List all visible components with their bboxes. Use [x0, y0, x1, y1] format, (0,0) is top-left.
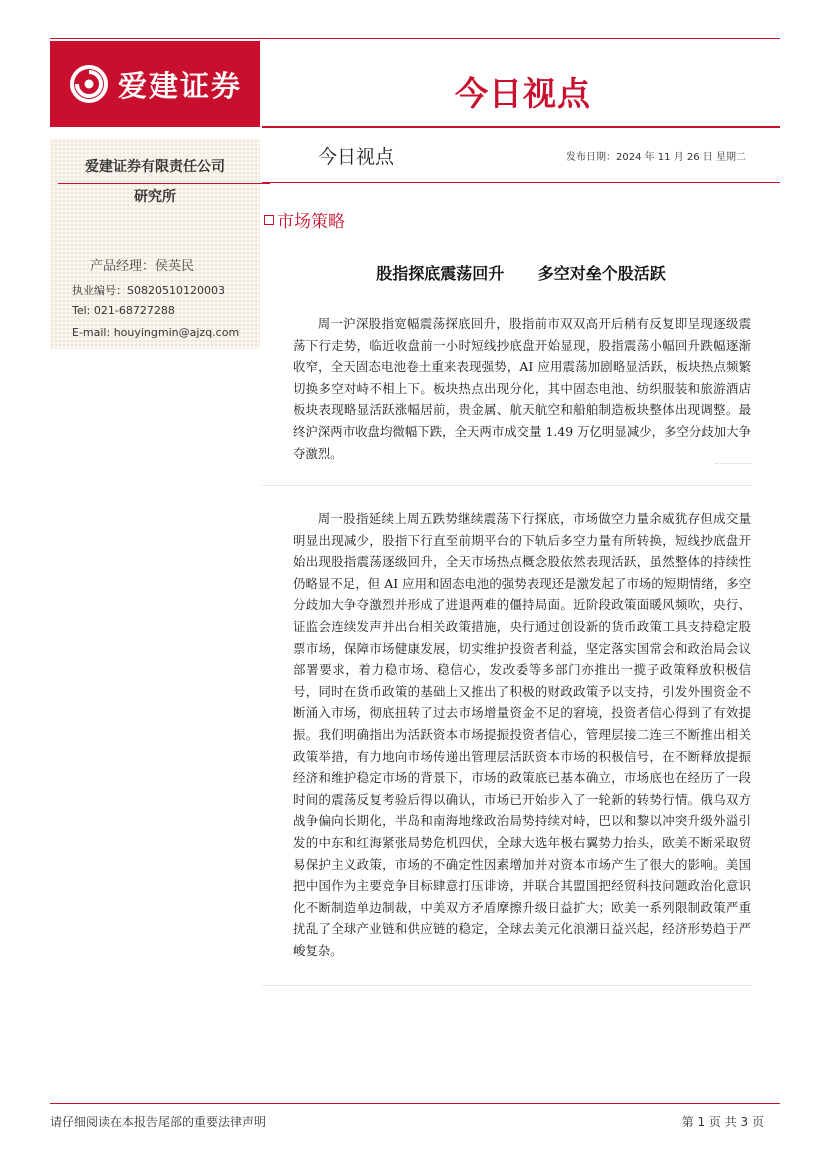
company-name: 爱建证券有限责任公司 [85, 159, 225, 175]
page-number: 第 1 页 共 3 页 [681, 1115, 764, 1129]
logo-text: 爱建证券 [117, 68, 242, 103]
legal-disclaimer: 请仔细阅读在本报告尾部的重要法律声明 [50, 1115, 267, 1129]
footer-rule [50, 1103, 780, 1104]
dotted-divider [262, 985, 751, 986]
article-paragraph: 周一股指延续上周五跌势继续震荡下行探底，市场做空力量余威犹存但成交量明显出现减少，股指下行直至前期平台的下轨后多空力量有所转换，短线抄底盘开始出现股指震荡逐级回升，全天市场热点概念股依然表现活跃，虽然整体的持续性仍略显不足，但 AI 应用和固态电池的强势表现还是激发起了市场的短期情绪，多空分歧加大争夺激烈并形成了进退两难的僵持局面。近阶段政策面暖风频吹，央行、证监会连续发声并出台相关政策措施，央行通过创设新的货币政策工具支持稳定股票市场，保障市场健康发展，切实维护投资者利益，坚定落实国常会和政治局会议部署要求，着力稳市场、稳信心，发改委等多部门亦推出一揽子政策释放积极信号，同时在货币政策的基础上又推出了积极的财政政策予以支持，引发外围资金不断涌入市场，彻底扭转了过去市场增量资金不足的窘境，投资者信心得到了有效提振。我们明确指出为活跃资本市场提振投资者信心，管理层接二连三不断推出相关政策举措，有力地向市场传递出管理层活跃资本市场的积极信号，在不断释放提振经济和维护稳定市场的背景下，市场的政策底已基本确立，市场底也在经历了一段时间的震荡反复考验后得以确认，市场已开始步入了一轮新的转势行情。俄乌双方战争偏向长期化，半岛和南海地缘政治局势持续对峙，巴以和黎以冲突升级外溢引发的中东和红海紧张局势危机四伏，全球大选年极右翼势力抬头，欧美不断采取贸易保护主义政策，市场的不确定性因素增加并对资本市场产生了很大的影响。美国把中国作为主要竞争目标肆意打压诽谤，并联合其盟国把经贸科技问题政治化意识化不断制造单边制裁，中美双方矛盾摩擦升级日益扩大；欧美一系列限制政策严重扰乱了全球产业链和供应链的稳定，全球去美元化浪潮日益兴起，经济形势趋于严峻复杂。 [293, 511, 751, 958]
article-title: 股指探底震荡回升 多空对垒个股活跃 [376, 264, 666, 283]
square-bullet-icon [264, 215, 274, 225]
sidebar [50, 139, 260, 349]
header-title: 今日视点 [455, 74, 591, 113]
publish-date: 发布日期：2024 年 11 月 26 日 星期二 [566, 152, 746, 163]
product-manager: 产品经理：侯英民 [90, 259, 195, 274]
logo-swirl-icon [68, 63, 110, 105]
email: E-mail: houyingmin@ajzq.com [72, 326, 240, 339]
institute-name: 研究所 [134, 189, 176, 205]
section-label: 市场策略 [277, 212, 345, 232]
article-paragraph: 周一沪深股指宽幅震荡探底回升，股指前市双双高开后稍有反复即呈现逐级震荡下行走势，临近收盘前一小时短线抄底盘开始显现，股指震荡小幅回升跌幅逐渐收窄，全天固态电池卷土重来表现强势，AI 应用震荡加剧略显活跃，板块热点频繁切换多空对峙不相上下。板块热点出现分化，其中固态电池、纺织服装和旅游酒店板块表现略显活跃涨幅居前，贵金属、航天航空和船舶制造板块整体出现调整。最终沪深两市收盘均微幅下跌，全天两市成交量 1.49 万亿明显减少，多空分歧加大争夺激烈。 [293, 316, 751, 461]
section-heading [264, 207, 345, 232]
page-subtitle: 今日视点 [318, 146, 395, 168]
license-number: 执业编号：S0820510120003 [72, 284, 225, 297]
header-rule [262, 126, 780, 128]
brand-logo [50, 41, 260, 127]
telephone: Tel: 021-68727288 [72, 304, 175, 317]
sidebar-divider [58, 183, 270, 184]
dotted-divider [262, 485, 751, 486]
top-rule [50, 38, 780, 39]
subheader-rule [262, 182, 780, 183]
dotted-divider [715, 463, 751, 464]
